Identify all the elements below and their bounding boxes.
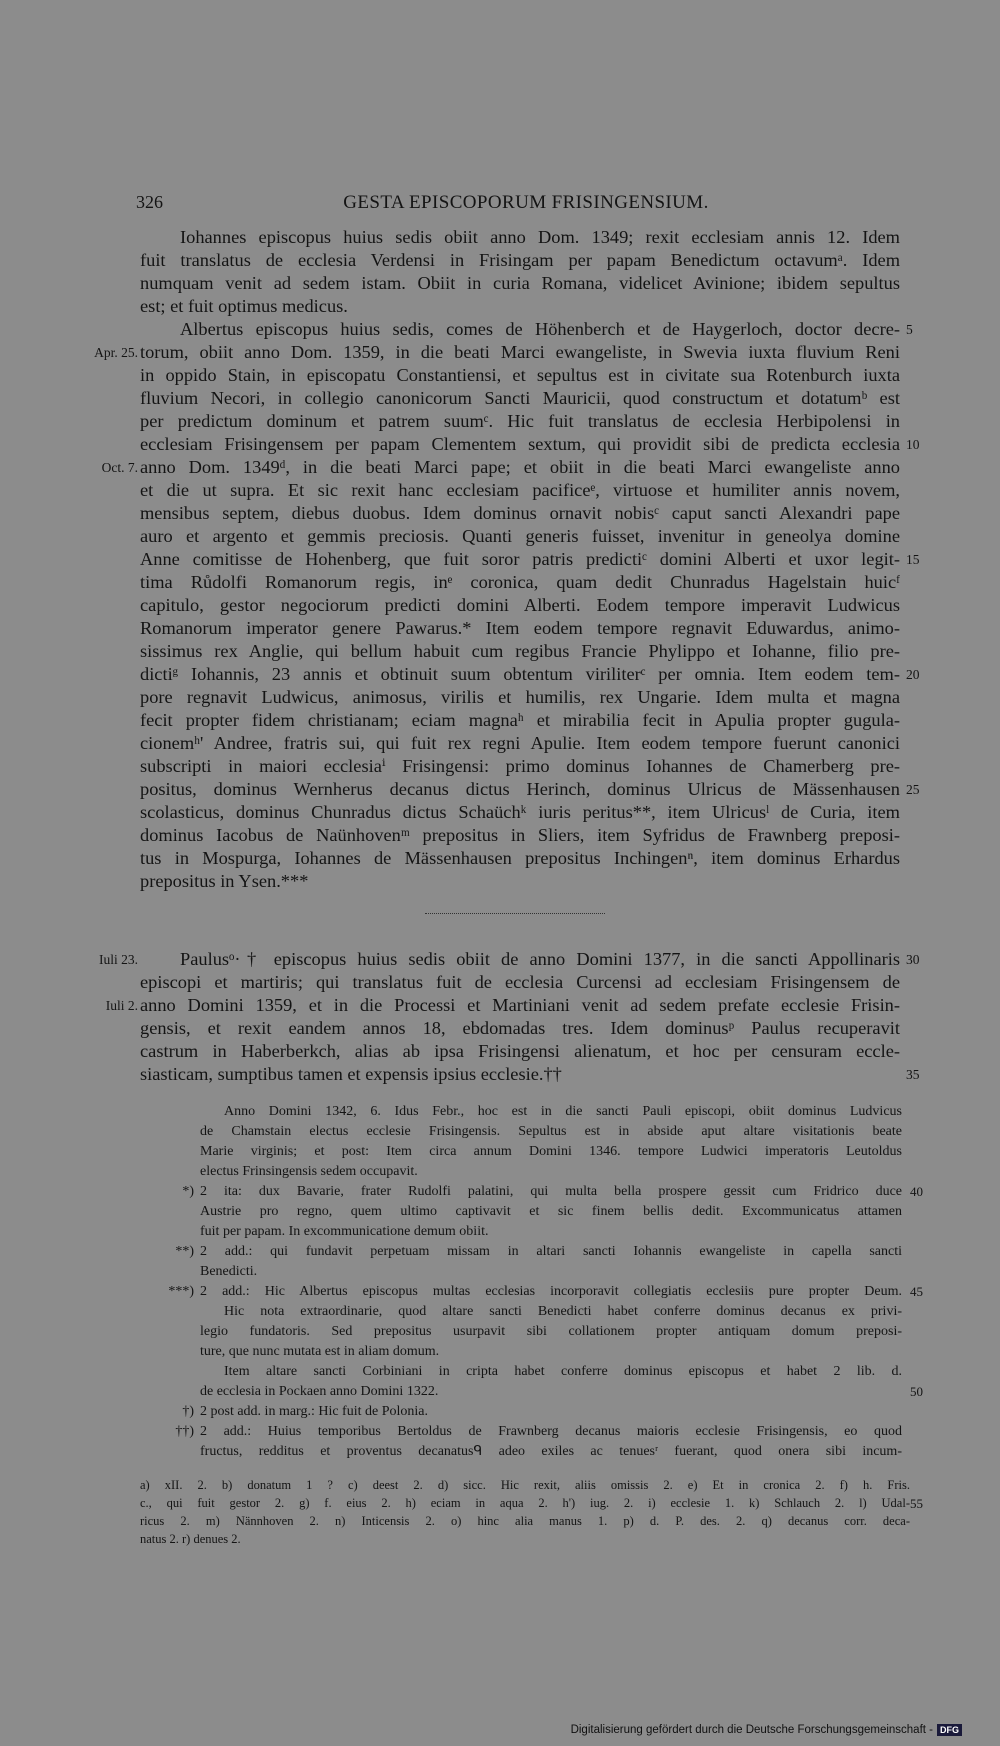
line-number: 35 [906,1067,920,1082]
text-line: positus, dominus Wernherus decanus dictus Herinch, dominus Ulricus de Mässenhausen [140,779,900,799]
text-line: scolasticus, dominus Chunradus dictus Schaüchᵏ iuris peritus**, item Ulricusˡ de Curia, item [140,802,900,822]
text-line: torum, obiit anno Dom. 1359, in die beati Marci ewangeliste, in Swevia iuxta fluvium Reni [140,342,900,362]
section-separator [425,913,605,914]
text-line: in oppido Stain, in episcopatu Constantiensi, et sepultus est in civitate sua Rotenburch iuxta [140,365,900,385]
note-mark: †) [182,1404,194,1419]
line-number: 25 [906,782,920,797]
text-line: tus in Mospurga, Iohannes de Mässenhausen prepositus Inchingenⁿ, item dominus Erhardus [140,848,900,868]
note-line: de ecclesia in Pockaen anno Domini 1322. [200,1384,439,1399]
text-line: per predictum dominum et patrem suumᶜ. Hic fuit translatus de ecclesia Herbipolensi in [140,411,900,431]
line-number: 10 [906,437,920,452]
line-number: 30 [906,952,920,967]
note-line: 2 add.: Hic Albertus episcopus multas ecclesias incorporavit collegiatis ecclesiis pure propter Deum. [200,1284,902,1299]
text-line: et die ut supra. Et sic rexit hanc ecclesiam pacificeᵉ, virtuose et humiliter annis novem, [140,480,900,500]
text-line: fuit translatus de ecclesia Verdensi in Frisingam per papam Benedictum octavumᵃ. Idem [140,250,900,270]
note-line: fuit per papam. In excommunicatione demum obiit. [200,1224,489,1239]
footnote-line: ricus 2. m) Nännhoven 2. n) Inticensis 2. o) hinc alia manus 1. p) d. P. des. 2. q) decanus corr. deca- [140,1514,910,1528]
text-line: gensis, et rexit eandem annos 18, ebdomadas tres. Idem dominusᵖ Paulus recuperavit [140,1018,900,1038]
dfg-logo: DFG [937,1724,962,1736]
text-line: Romanorum imperator genere Pawarus.* Item eodem tempore regnavit Eduwardus, animo- [140,618,900,638]
text-line: Anne comitisse de Hohenberg, que fuit soror patris predictiᶜ domini Alberti et uxor legit- [140,549,900,569]
text-line: Albertus episcopus huius sedis, comes de Höhenberch et de Haygerloch, doctor decre- [180,319,900,339]
line-number: 40 [910,1184,923,1199]
text-line: siasticam, sumptibus tamen et expensis ipsius ecclesie.†† [140,1064,562,1084]
text-line: cionemʰ' Andree, fratris sui, qui fuit rex regni Apulie. Item eodem tempore fuerunt canonici [140,733,900,753]
note-line: 2 add.: qui fundavit perpetuam missam in altari sancti Iohannis ewangeliste in capella sancti [200,1244,902,1259]
credit-text: Digitalisierung gefördert durch die Deutsche Forschungsgemeinschaft - [570,1724,933,1736]
note-line: fructus, redditus et proventus decanatusᑫ adeo exiles ac tenuesʳ fuerant, quod onera sibi incum- [200,1444,902,1459]
page-header [136,192,916,218]
line-number: 15 [906,552,920,567]
footnote-line: c., qui fuit gestor 2. g) f. eius 2. h) eciam in aqua 2. h') iug. 2. i) ecclesie 1. k) Schlauch 2. l) Udal- [140,1496,910,1510]
line-number: 20 [906,667,920,682]
text-line: auro et argento et gemmis preciosis. Quanti generis fuisset, invenitur in geneolya domine [140,526,900,546]
line-number: 55 [910,1496,923,1511]
footnote-line: natus 2. r) denues 2. [140,1532,241,1546]
running-title: GESTA EPISCOPORUM FRISINGENSIUM. [343,192,709,213]
text-line: Paulusᵒ·† episcopus huius sedis obiit de anno Domini 1377, in die sancti Appollinaris [180,949,900,969]
note-line: de Chamstain electus ecclesie Frisingensis. Sepultus est in abside aput altare visitationis beate [200,1124,902,1139]
note-line: 2 ita: dux Bavarie, frater Rudolfi palatini, qui multa bella prospere gessit cum Fridrico duce [200,1184,902,1199]
text-line: prepositus in Ysen.*** [140,871,309,891]
note-line: Anno Domini 1342, 6. Idus Febr., hoc est in die sancti Pauli episcopi, obiit dominus Ludvicus [224,1104,902,1119]
text-line: dominus Iacobus de Naünhovenᵐ prepositus in Sliers, item Syfridus de Frawnberg preposi- [140,825,900,845]
note-line: Marie virginis; et post: Item circa annum Domini 1346. tempore Ludwici imperatoris Leutoldus [200,1144,902,1159]
note-line: Hic nota extraordinarie, quod altare sancti Benedicti habet conferre dominus decanus ex privi- [224,1304,902,1319]
note-mark: *) [182,1184,194,1199]
text-line: anno Dom. 1349ᵈ, in die beati Marci pape; et obiit in die beati Marci ewangeliste anno [140,457,900,477]
note-mark: **) [175,1244,194,1259]
text-line: tima Růdolfi Romanorum regis, inᵉ coronica, quam dedit Chunradus Hagelstain huicᶠ [140,572,900,592]
note-line: Item altare sancti Corbiniani in cripta habet conferre dominus episcopus et habet 2 lib. d. [224,1364,902,1379]
note-line: Austrie pro regno, quem ultimo captivavit et sic finem bellis dedit. Excommunicatus attamen [200,1204,902,1219]
text-line: ecclesiam Frisingensem per papam Clementem sextum, qui providit sibi de predicta ecclesia [140,434,900,454]
page-number: 326 [136,192,163,212]
text-line: subscripti in maiori ecclesiaⁱ Frisingensi: primo dominus Iohannes de Chamerberg pre- [140,756,900,776]
margin-date: Oct. 7. [101,460,138,475]
footnote-line: a) xII. 2. b) donatum 1 ? c) deest 2. d) sicc. Hic rexit, aliis omissis 2. e) Et in cronica 2. f) h. Fris. [140,1478,910,1492]
text-line: capitulo, gestor negociorum predicti domini Alberti. Eodem tempore imperavit Ludwicus [140,595,900,615]
line-number: 45 [910,1284,923,1299]
text-line: mensibus septem, diebus duobus. Idem dominus ornavit nobisᶜ caput sancti Alexandri pape [140,503,900,523]
text-line: pore regnavit Ludwicus, animosus, virilis et humilis, rex Ungarie. Idem multa et magna [140,687,900,707]
margin-date: Iuli 2. [105,998,138,1013]
text-line: castrum in Haberberkch, alias ab ipsa Frisingensi alienatum, et hoc per censuram eccle- [140,1041,900,1061]
note-line: legio fundatoris. Sed prepositus usurpavit sibi collationem propter antiquam domum preposi- [200,1324,902,1339]
digitization-credit [571,1724,962,1736]
note-line: 2 post add. in marg.: Hic fuit de Polonia. [200,1404,428,1419]
note-mark: ***) [168,1284,194,1299]
text-line: anno Domini 1359, et in die Processi et Martiniani venit ad sedem prefate ecclesie Frisin- [140,995,900,1015]
text-line: fecit propter fidem christianam; eciam magnaʰ et mirabilia fecit in Apulia propter gugula- [140,710,900,730]
note-line: ture, que nunc mutata est in aliam domum. [200,1344,440,1359]
line-number: 50 [910,1384,923,1399]
line-number: 5 [906,322,913,337]
text-line: Iohannes episcopus huius sedis obiit anno Dom. 1349; rexit ecclesiam annis 12. Idem [180,227,900,247]
text-line: numquam venit ad sedem istam. Obiit in curia Romana, videlicet Avinione; ibidem sepultus [140,273,900,293]
text-line: sissimus rex Anglie, qui bellum habuit cum regibus Francie Phylippo et Iohanne, filio pre- [140,641,900,661]
text-line: episcopi et martiris; qui translatus fuit de ecclesia Curcensi ad ecclesiam Frisingensem de [140,972,900,992]
margin-date: Iuli 23. [99,952,138,967]
margin-date: Apr. 25. [94,345,138,360]
note-mark: ††) [175,1424,194,1439]
text-line: dictiᵍ Iohannis, 23 annis et obtinuit suum obtentum viriliterᶜ per omnia. Item eodem tem- [140,664,900,684]
note-line: Benedicti. [200,1264,258,1279]
text-line: est; et fuit optimus medicus. [140,296,348,316]
note-line: 2 add.: Huius temporibus Bertoldus de Frawnberg decanus maioris ecclesie Frisingensis, eo quod [200,1424,902,1439]
text-line: fluvium Necori, in collegio canonicorum Sancti Mauricii, quod constructum et dotatumᵇ est [140,388,900,408]
note-line: electus Frinsingensis sedem occupavit. [200,1164,418,1179]
